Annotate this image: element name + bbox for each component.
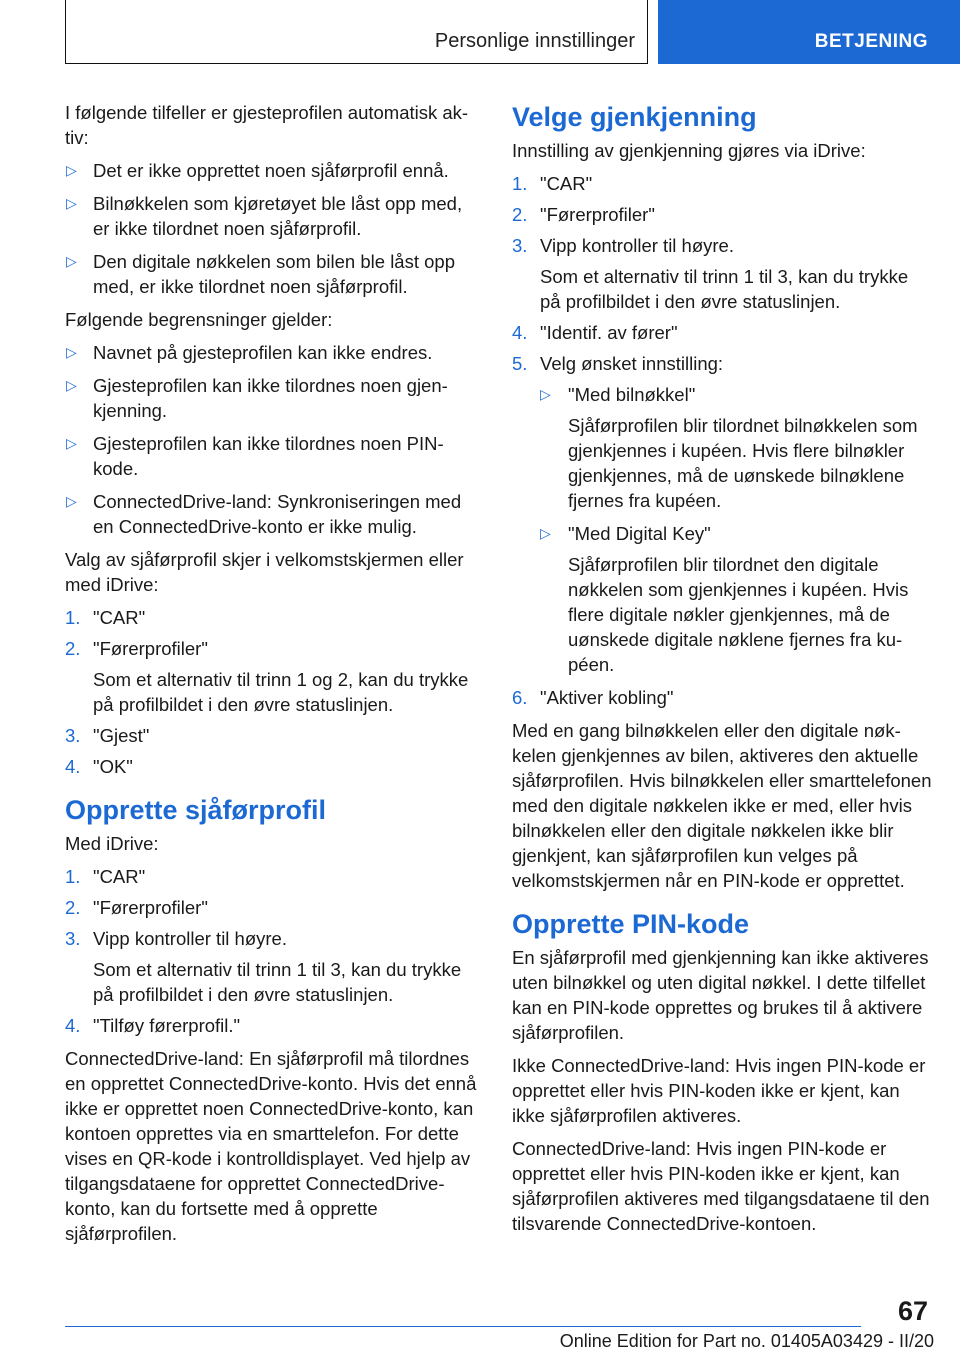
triangle-right-icon: ▷	[66, 435, 77, 451]
recog-note: Med en gang bilnøkkelen eller den digitale nøkkelen gjenkjennes av bilen, aktiveres den aktuelle sjåførprofilen. Hvis bilnøkkelen eller smarttelefonen med den digitale nøkkelen ikke er med, eller hvis bilnøkkelen eller den digitale nøkkelen ikke blir gjenkjent, kan sjåførprofilen kun velges på velkomstskjermen når en PIN-kode er opprettet.	[512, 720, 932, 891]
triangle-right-icon: ▷	[66, 195, 77, 211]
step-number: 3.	[512, 235, 528, 256]
step-item: 3. "Gjest"	[65, 725, 150, 746]
heading-select-recognition: Velge gjenkjenning	[512, 102, 757, 132]
step-number: 2.	[65, 638, 81, 659]
step-note: Som et alternativ til trinn 1 til 3, kan du trykke på profilbildet i den øvre statuslinjen.	[93, 959, 462, 1005]
step-item: 3. Vipp kontroller til høyre. Som et alternativ til trinn 1 til 3, kan du trykke på profilbildet i den øvre statuslinjen.	[65, 926, 483, 1007]
option-item: ▷ "Med Digital Key" Sjåførprofilen blir tilordnet den digitale nøkkelen som gjenkjennes i kupéen. Hvis flere digitale nøkler gjenkjennes, må de uønskede digitale nøklene fjernes fra kupéen.	[540, 521, 932, 677]
triangle-right-icon: ▷	[66, 162, 77, 178]
create-note: ConnectedDrive-land: En sjåførprofil må tilordnes en opprettet ConnectedDrive-konto. Hvis det ennå ikke er opprettet noen ConnectedDrive-konto, kan kontoen opprettes via en smarttelefon. For dette vises en QR-kode i kontrolldisplayet. Ved hjelp av tilgangsdataene for opprettet ConnectedDrive-konto, kan du fortsette med å opprette sjåførprofilen.	[65, 1048, 477, 1244]
auto-cases-list	[65, 158, 483, 299]
intro-text: I følgende tilfeller er gjesteprofilen automatisk aktiv:	[65, 102, 469, 148]
select-intro: Valg av sjåførprofil skjer i velkomstskjermen eller med iDrive:	[65, 549, 464, 595]
recog-steps-list	[512, 171, 932, 710]
step-number: 2.	[65, 897, 81, 918]
step-item: 3. Vipp kontroller til høyre. Som et alternativ til trinn 1 til 3, kan du trykke på profilbildet i den øvre statuslinjen.	[512, 233, 932, 314]
step-item: 2. "Førerprofiler"	[512, 204, 655, 225]
restrictions-list	[65, 340, 483, 539]
recog-options-list	[540, 382, 932, 677]
step-number: 3.	[65, 928, 81, 949]
list-item: ▷ Gjesteprofilen kan ikke tilordnes noen PIN-kode.	[66, 433, 444, 479]
list-item: ▷ Bilnøkkelen som kjøretøyet ble låst opp med, er ikke tilordnet noen sjåførprofil.	[66, 193, 463, 239]
footer-divider	[65, 1326, 861, 1327]
edition-text: Online Edition for Part no. 01405A03429 - II/20	[559, 1331, 934, 1351]
step-note: Som et alternativ til trinn 1 og 2, kan du trykke på profilbildet i den øvre statuslinjen.	[93, 669, 469, 715]
list-item: ▷ ConnectedDrive-land: Synkroniseringen med en ConnectedDrive-konto er ikke mulig.	[66, 491, 462, 537]
step-item: 4. "OK"	[65, 756, 133, 777]
list-item: ▷ Den digitale nøkkelen som bilen ble låst opp med, er ikke tilordnet noen sjåførprofil.	[66, 251, 455, 297]
step-item: 4. "Tilføy førerprofil."	[65, 1015, 241, 1036]
triangle-right-icon: ▷	[540, 525, 551, 541]
step-item: 6. "Aktiver kobling"	[512, 687, 674, 708]
step-number: 4.	[512, 322, 528, 343]
list-item: ▷ Gjesteprofilen kan ikke tilordnes noen gjenkjenning.	[66, 375, 448, 421]
step-item: 4. "Identif. av fører"	[512, 322, 678, 343]
pin-paragraph-2: Ikke ConnectedDrive-land: Hvis ingen PIN-kode er opprettet eller hvis PIN-koden ikke er kjent, kan ikke sjåførprofilen aktiveres.	[512, 1055, 926, 1126]
step-number: 5.	[512, 353, 528, 374]
restrictions-intro: Følgende begrensninger gjelder:	[65, 309, 333, 330]
step-number: 4.	[65, 756, 81, 777]
option-desc: Sjåførprofilen blir tilordnet bilnøkkelen som gjenkjennes i kupéen. Hvis flere bilnøkler gjenkjennes, må de uønskede bilnøklene fjernes fra kupéen.	[568, 415, 918, 511]
step-number: 2.	[512, 204, 528, 225]
step-number: 6.	[512, 687, 528, 708]
triangle-right-icon: ▷	[540, 386, 551, 402]
create-intro: Med iDrive:	[65, 833, 159, 854]
triangle-right-icon: ▷	[66, 493, 77, 509]
triangle-right-icon: ▷	[66, 377, 77, 393]
heading-create-pin: Opprette PIN-kode	[512, 909, 750, 939]
pin-paragraph-3: ConnectedDrive-land: Hvis ingen PIN-kode er opprettet eller hvis PIN-koden ikke er kjent, kan sjåførprofilen aktiveres med tilgangsdataene til den tilsvarende ConnectedDrive-kontoen.	[512, 1138, 930, 1234]
page-title: Personlige innstillinger	[434, 30, 635, 52]
select-steps-list	[65, 605, 483, 779]
step-number: 1.	[65, 866, 81, 887]
header-frame	[65, 0, 648, 64]
step-number: 4.	[65, 1015, 81, 1036]
create-steps-list	[65, 864, 483, 1038]
recog-intro: Innstilling av gjenkjenning gjøres via iDrive:	[512, 140, 866, 161]
option-item: ▷ "Med bilnøkkel" Sjåførprofilen blir tilordnet bilnøkkelen som gjenkjennes i kupéen. Hvis flere bilnøkler gjenkjennes, må de uønskede bilnøklene fjernes fra kupéen.	[540, 382, 932, 513]
triangle-right-icon: ▷	[66, 344, 77, 360]
list-item: ▷ Navnet på gjesteprofilen kan ikke endres.	[66, 342, 433, 363]
step-number: 3.	[65, 725, 81, 746]
right-column	[512, 100, 932, 1244]
step-item: 2. "Førerprofiler"	[65, 897, 208, 918]
step-item: 1. "CAR"	[512, 173, 593, 194]
step-number: 1.	[65, 607, 81, 628]
left-column	[65, 100, 483, 1254]
option-desc: Sjåførprofilen blir tilordnet den digitale nøkkelen som gjenkjennes i kupéen. Hvis flere digitale nøkler gjenkjennes, må de uønskede digitale nøklene fjernes fra kupéen.	[568, 554, 909, 675]
step-item: 5. Velg ønsket innstilling: ▷ "Med bilnøkkel" Sjåførprofilen blir tilordnet bilnøkkelen som gjenkjennes i kupéen. Hvis flere bilnøkler gjenkjennes, må de uønskede bilnøklene fjernes fra kupéen. ▷ "Med Digital Key" Sjåførprofilen blir tilordnet den digitale nøkkelen som gjenkjennes i kupéen. Hvis flere digitale nøkler gjenkjennes, må de uønskede digitale nøklene fjernes fra kupéen.	[512, 351, 932, 677]
section-tab	[658, 0, 960, 64]
list-item: ▷ Det er ikke opprettet noen sjåførprofil ennå.	[66, 160, 449, 181]
pin-paragraph-1: En sjåførprofil med gjenkjenning kan ikke aktiveres uten bilnøkkel og uten digital nøkkel. I dette tilfellet kan en PIN-kode opprettes og brukes til å aktivere sjåførprofilen.	[512, 947, 929, 1043]
step-item: 1. "CAR"	[65, 607, 146, 628]
heading-create-profile: Opprette sjåførprofil	[65, 795, 327, 825]
triangle-right-icon: ▷	[66, 253, 77, 269]
page-number: 67	[897, 1296, 928, 1326]
section-label: BETJENING	[814, 31, 928, 52]
step-item: 2. "Førerprofiler" Som et alternativ til trinn 1 og 2, kan du trykke på profilbildet i den øvre statuslinjen.	[65, 636, 483, 717]
step-number: 1.	[512, 173, 528, 194]
step-item: 1. "CAR"	[65, 866, 146, 887]
step-note: Som et alternativ til trinn 1 til 3, kan du trykke på profilbildet i den øvre statuslinjen.	[540, 266, 909, 312]
